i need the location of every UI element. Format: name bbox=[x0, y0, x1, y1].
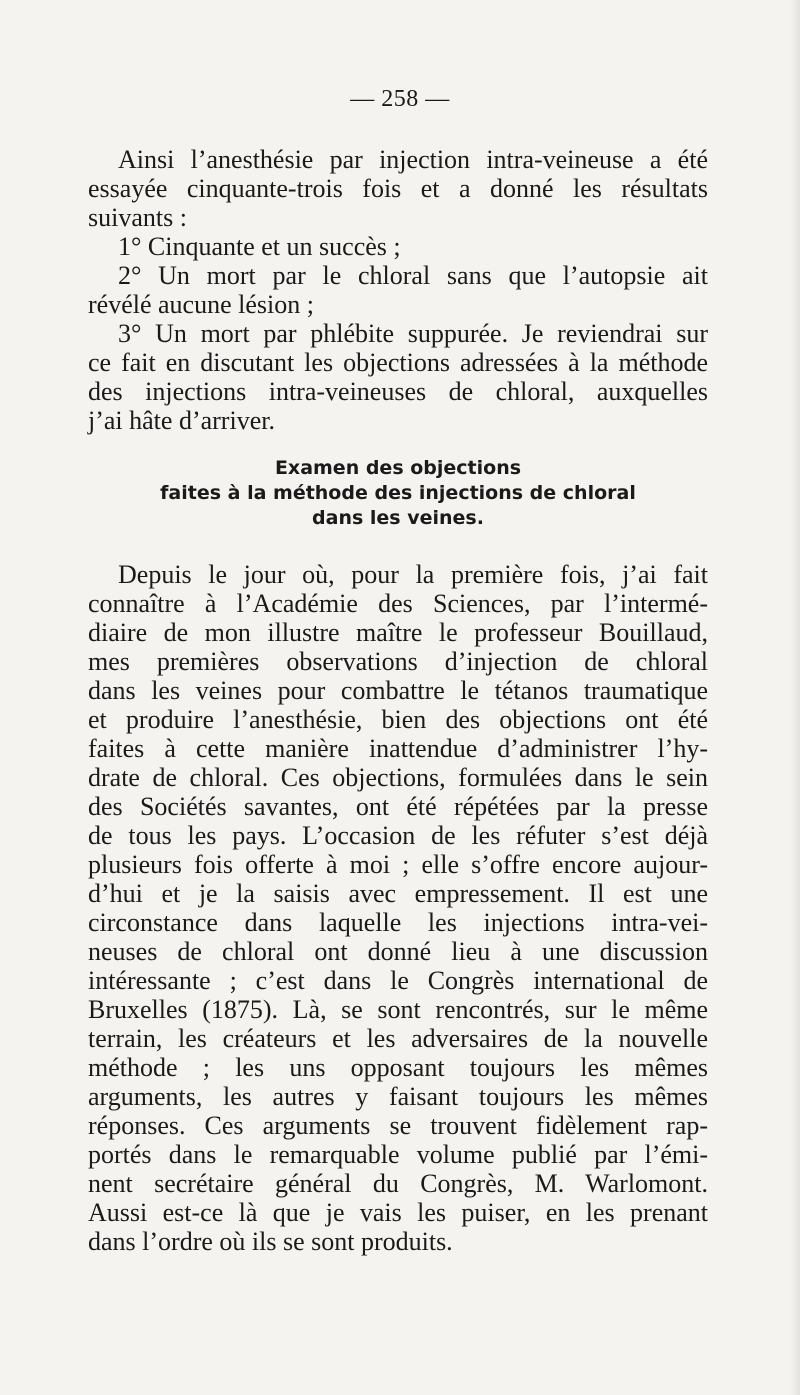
text-line: suivants : bbox=[88, 203, 187, 232]
text-line: Aussi est-ce là que je vais les puiser, en les prenant bbox=[88, 1198, 708, 1227]
text-line: diaire de mon illustre maître le professeur Bouillaud, bbox=[88, 618, 708, 647]
section-heading bbox=[88, 456, 708, 531]
text-line: nent secrétaire général du Congrès, M. Warlomont. bbox=[88, 1169, 708, 1198]
list-item: 3° Un mort par phlébite suppurée. Je reviendrai sur bbox=[118, 319, 708, 348]
text-line: arguments, les autres y faisant toujours les mêmes bbox=[88, 1082, 708, 1111]
text-line: Bruxelles (1875). Là, se sont rencontrés, sur le même bbox=[88, 995, 708, 1024]
text-line: mes premières observations d’injection de chloral bbox=[88, 647, 708, 676]
text-line: dans les veines pour combattre le tétanos traumatique bbox=[88, 676, 708, 705]
page-edge-shadow bbox=[790, 0, 800, 1395]
text-line: connaître à l’Académie des Sciences, par l’intermé- bbox=[88, 589, 708, 618]
text-line: j’ai hâte d’arriver. bbox=[88, 406, 275, 435]
text-line: drate de chloral. Ces objections, formulées dans le sein bbox=[88, 763, 708, 792]
text-line: faites à cette manière inattendue d’administrer l’hy- bbox=[88, 734, 708, 763]
text-line: d’hui et je la saisis avec empressement. Il est une bbox=[88, 879, 708, 908]
page-number: — 258 — bbox=[350, 86, 450, 112]
heading-line: Examen des objections bbox=[274, 457, 522, 479]
text-line: des Sociétés savantes, ont été répétées par la presse bbox=[88, 792, 708, 821]
text-line: dans l’ordre où ils se sont produits. bbox=[88, 1227, 453, 1256]
text-line: intéressante ; c’est dans le Congrès international de bbox=[88, 966, 708, 995]
text-line: terrain, les créateurs et les adversaires de la nouvelle bbox=[88, 1024, 708, 1053]
text-line: circonstance dans laquelle les injections intra-vei- bbox=[88, 908, 708, 937]
text-line: ce fait en discutant les objections adressées à la méthode bbox=[88, 348, 708, 377]
heading-line: faites à la méthode des injections de chloral bbox=[160, 482, 636, 504]
text-line: essayée cinquante-trois fois et a donné les résultats bbox=[88, 174, 708, 203]
paragraph-results bbox=[88, 145, 708, 435]
text-line: portés dans le remarquable volume publié par l’émi- bbox=[88, 1140, 708, 1169]
paragraph-objections bbox=[88, 560, 708, 1256]
text-line: méthode ; les uns opposant toujours les mêmes bbox=[88, 1053, 708, 1082]
text-line: Depuis le jour où, pour la première fois, j’ai fait bbox=[118, 560, 708, 589]
heading-line: dans les veines. bbox=[312, 507, 484, 529]
text-line: de tous les pays. L’occasion de les réfuter s’est déjà bbox=[88, 821, 708, 850]
text-line: révélé aucune lésion ; bbox=[88, 290, 314, 319]
list-item: 2° Un mort par le chloral sans que l’autopsie ait bbox=[118, 261, 708, 290]
text-line: plusieurs fois offerte à moi ; elle s’offre encore aujour- bbox=[88, 850, 708, 879]
text-line: Ainsi l’anesthésie par injection intra-veineuse a été bbox=[118, 145, 708, 174]
list-item: 1° Cinquante et un succès ; bbox=[118, 232, 401, 261]
text-line: neuses de chloral ont donné lieu à une discussion bbox=[88, 937, 708, 966]
text-line: réponses. Ces arguments se trouvent fidèlement rap- bbox=[88, 1111, 708, 1140]
text-line: des injections intra-veineuses de chloral, auxquelles bbox=[88, 377, 708, 406]
text-line: et produire l’anesthésie, bien des objections ont été bbox=[88, 705, 708, 734]
